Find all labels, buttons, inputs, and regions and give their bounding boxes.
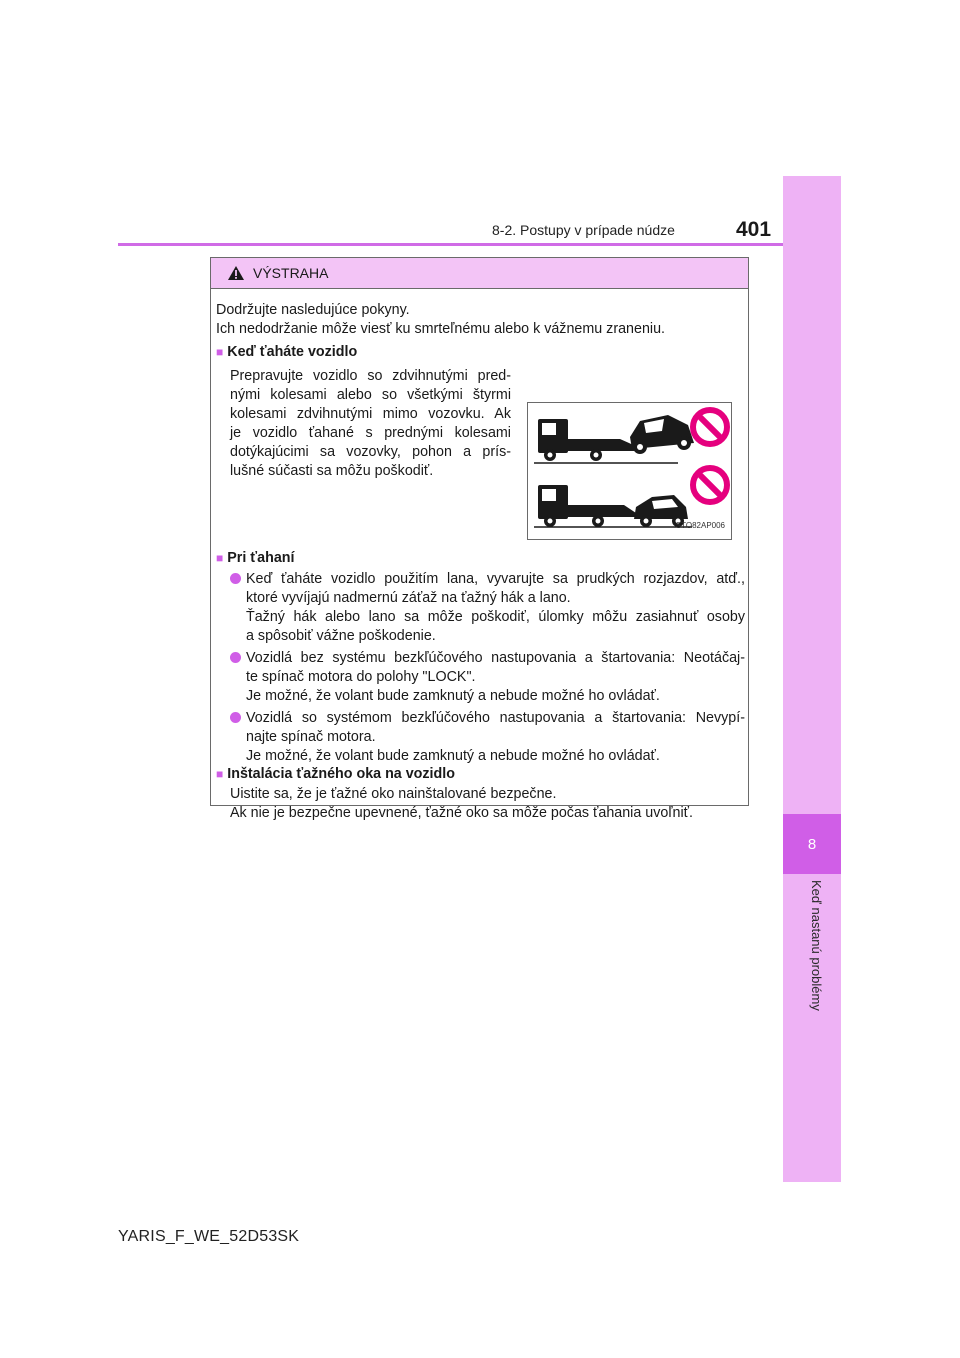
chapter-number-tab [783,814,841,874]
square-bullet-icon: ■ [216,551,224,565]
text-line: Je možné, že volant bude zamknutý a nebude možné ho ovládať. [246,748,660,764]
section-towing-heading [216,343,746,362]
text-line: dotýkajúcimi sa vozovky, pohon a prís- [230,444,511,460]
text-line: ktoré vyvíjajú nadmernú záťaž na ťažný hák a lano. [246,590,571,606]
circle-bullet-icon [230,712,241,723]
chapter-title-vertical: Keď nastanú problémy [809,880,824,1011]
warning-triangle-icon [227,265,245,281]
text-line: Keď ťaháte vozidlo použitím lana, vyvarujte sa prudkých rozjazdov, atď., [246,571,745,587]
text-line: kolesami zdvihnutými mimo vozovku. Ak [230,406,511,422]
text-line: Prepravujte vozidlo so zdvihnutými pred- [230,368,511,384]
warning-header [211,258,748,289]
figure-code: STO82AP006 [675,521,725,530]
section-tow-eye-title: Inštalácia ťažného oka na vozidlo [227,766,455,782]
document-code: YARIS_F_WE_52D53SK [118,1228,300,1245]
circle-bullet-icon [230,652,241,663]
text-line: je vozidlo ťahané s prednými kolesami [230,425,511,441]
warning-box [210,257,749,821]
square-bullet-icon: ■ [216,345,224,359]
text-line: te spínač motora do polohy "LOCK". [246,669,476,685]
section-while-towing-title: Pri ťahaní [227,550,295,566]
section-towing-text [230,367,511,481]
section-towing-title: Keď ťaháte vozidlo [227,344,358,360]
chapter-number: 8 [807,835,817,853]
intro-line-2: Ich nedodržanie môže viesť ku smrteľnému alebo k vážnemu zraneniu. [216,321,665,337]
towing-illustration [527,402,732,540]
text-line: najte spínač motora. [246,729,376,745]
text-line: a spôsobiť vážne poškodenie. [246,628,436,644]
circle-bullet-icon [230,573,241,584]
text-line: Ťažný hák alebo lano sa môže poškodiť, úlomky môžu zasiahnuť osoby [246,609,745,625]
square-bullet-icon: ■ [216,767,224,781]
header-rule [118,243,783,246]
section-title: 8-2. Postupy v prípade núdze [492,222,675,238]
text-line: Je možné, že volant bude zamknutý a nebude možné ho ovládať. [246,688,660,704]
text-line: nými kolesami alebo so všetkými štyrmi [230,387,511,403]
tow-eye-line-2: Ak nie je bezpečne upevnené, ťažné oko sa môže počas ťahania uvoľniť. [230,805,693,821]
page-number: 401 [736,218,772,241]
text-line: Vozidlá so systémom bezkľúčového nastupovania a štartovania: Nevypí- [246,710,745,726]
warning-title: VÝSTRAHA [253,265,329,281]
tow-eye-line-1: Uistite sa, že je ťažné oko nainštalované bezpečne. [230,786,557,802]
text-line: Vozidlá bez systému bezkľúčového nastupovania a štartovania: Neotáčaj- [246,650,745,666]
section-tow-eye-heading [216,765,746,784]
section-while-towing-heading [216,549,746,568]
side-tab [783,176,841,1182]
text-line: lušné súčasti sa môžu poškodiť. [230,463,434,479]
intro-line-1: Dodržujte nasledujúce pokyny. [216,302,410,318]
